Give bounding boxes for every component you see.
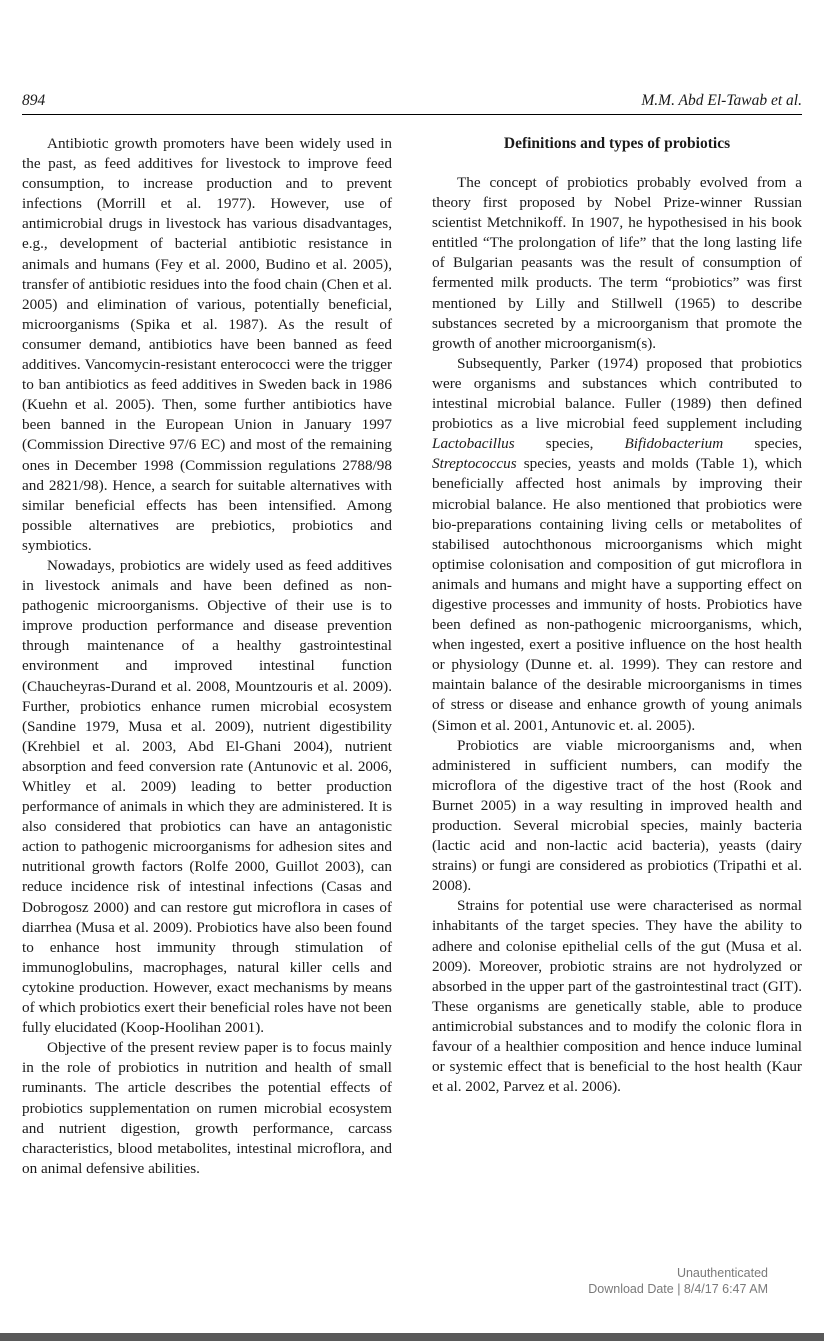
running-head: M.M. Abd El-Tawab et al. bbox=[641, 92, 802, 109]
paragraph: Antibiotic growth promoters have been widely used in the past, as feed additives for livestock to improve feed consumption, to increase production and to prevent infections (Morrill et al. 1977). However, use of antimicrobial drugs in livestock has various disadvantages, e.g., development of bacterial antibiotic resistance in animals and humans (Fey et al. 2000, Budino et al. 2005), transfer of antibiotic residues into the food chain (Chen et al. 2005) and elimination of various, potentially beneficial, microorganisms (Spika et al. 1987). As the result of consumer demand, antibiotics have been banned as feed additives. Vancomycin-resistant enterococci were the trigger to ban antibiotics as feed additives in Sweden back in 1986 (Kuehn et al. 2005). Then, some further antibiotics have been banned in the European Union in January 1997 (Commission Directive 97/6 EC) and most of the remaining ones in December 1998 (Commission regulations 2788/98 and 2821/98). Hence, a search for suitable alternatives with similar beneficial effects has been intensified. Among possible alternatives are prebiotics, probiotics and symbiotics. bbox=[22, 135, 392, 554]
paragraph: Nowadays, probiotics are widely used as feed additives in livestock animals and have been defined as non-pathogenic microorganisms. Objective of their use is to improve production performance and disease prevention through maintenance of a healthy gastrointestinal environment and improved intestinal function (Chaucheyras-Durand et al. 2008, Mountzouris et al. 2009). Further, probiotics enhance rumen microbial ecosystem (Sandine 1979, Musa et al. 2009), nutrient digestibility (Krehbiel et al. 2003, Abd El-Ghani 2004), nutrient absorption and feed conversion rate (Antunovic et al. 2006, Whitley et al. 2009) leading to better production performance of animals in which they are administered. It is also considered that probiotics can have an antagonistic action to pathogenic microorganisms for adhesion sites and nutritional growth factors (Rolfe 2000, Guillot 2003), can reduce incidence risk of intestinal infections (Casas and Dobrogosz 2000) and can restore gut microflora in cases of diarrhea (Musa et al. 2009). Probiotics have also been found to enhance host immunity through stimulation of immunoglobulins, macrophages, natural killer cells and cytokine production. However, exact mechanisms by means of which probiotics exert their beneficial roles have not been fully elucidated (Koop-Hoolihan 2001). bbox=[22, 556, 392, 1037]
text-run: Subsequently, Parker (1974) proposed that probiotics were organisms and substances which contributed to intestinal microbial balance. Fuller (1989) then defined probiotics as a live microbial feed supplement including bbox=[432, 354, 802, 433]
viewer-bottom-bar bbox=[0, 1333, 824, 1341]
species-name: Bifidobacterium bbox=[624, 435, 724, 453]
paragraph: Probiotics are viable microorganisms and, when administered in sufficient numbers, can modify the microflora of the digestive tract of the host (Rook and Burnet 2005) in a way resulting in improved health and production. Several microbial species, mainly bacteria (lactic acid and non-lactic acid bacteria), yeasts (dairy strains) or fungi are considered as probiotics (Tripathi et al. 2008). bbox=[432, 736, 802, 895]
download-watermark bbox=[588, 1265, 768, 1297]
section-title: Definitions and types of probiotics bbox=[503, 135, 731, 152]
watermark-line: Download Date | 8/4/17 6:47 AM bbox=[588, 1282, 768, 1296]
right-column bbox=[432, 134, 802, 1097]
text-run: species, yeasts and molds (Table 1), which beneficially affected host animals by improving their microbial balance. He also mentioned that probiotics were bio-preparations containing living cells or metabolites of stabilised autochthonous microorganisms which might optimise colonisation and composition of gut microflora in animals and humans and might have a supporting effect on digestive processes and immunity of hosts. Probiotics have been defined as non-pathogenic microorganisms, which, when ingested, exert a positive influence on the host health or physiology (Dunne et. al. 1999). They can restore and maintain balance of the desirable microorganisms in times of stress or disease and enhance growth of young animals (Simon et al. 2001, Antunovic et. al. 2005). bbox=[432, 455, 802, 734]
page-header bbox=[22, 92, 802, 115]
page-number: 894 bbox=[22, 92, 46, 109]
species-name: Streptococcus bbox=[432, 455, 517, 473]
text-run: species, bbox=[723, 435, 802, 453]
paragraph: The concept of probiotics probably evolved from a theory first proposed by Nobel Prize-winner Russian scientist Metchnikoff. In 1907, he hypothesised in his book entitled “The prolongation of life” that the long lasting life of Bulgarian peasants was the result of consumption of fermented milk products. The term “probiotics” was first mentioned by Lilly and Stillwell (1965) to describe substances secreted by a microorganism that promote the growth of another microorganism(s). bbox=[432, 174, 802, 352]
text-run: species, bbox=[514, 435, 625, 453]
paragraph: Objective of the present review paper is to focus mainly in the role of probiotics in nutrition and health of small ruminants. The article describes the potential effects of probiotics supplementation on rumen microbial ecosystem and nutrient digestion, growth performance, carcass characteristics, blood metabolites, intestinal microflora, and on animal defensive abilities. bbox=[22, 1039, 392, 1177]
watermark-line: Unauthenticated bbox=[676, 1266, 768, 1280]
paragraph: Strains for potential use were characterised as normal inhabitants of the target species. They have the ability to adhere and colonise epithelial cells of the gut (Musa et al. 2009). Moreover, probiotic strains are not hydrolyzed or absorbed in the upper part of the gastrointestinal tract (GIT). These organisms are genetically stable, able to produce antimicrobial substances and to modify the colonic flora in favour of a healthier composition and hence induce luminal or systemic effect that is beneficial to the host health (Kaur et al. 2002, Parvez et al. 2006). bbox=[432, 897, 802, 1096]
left-column bbox=[22, 134, 392, 1179]
paragraph bbox=[432, 354, 802, 736]
species-name: Lactobacillus bbox=[432, 435, 515, 453]
